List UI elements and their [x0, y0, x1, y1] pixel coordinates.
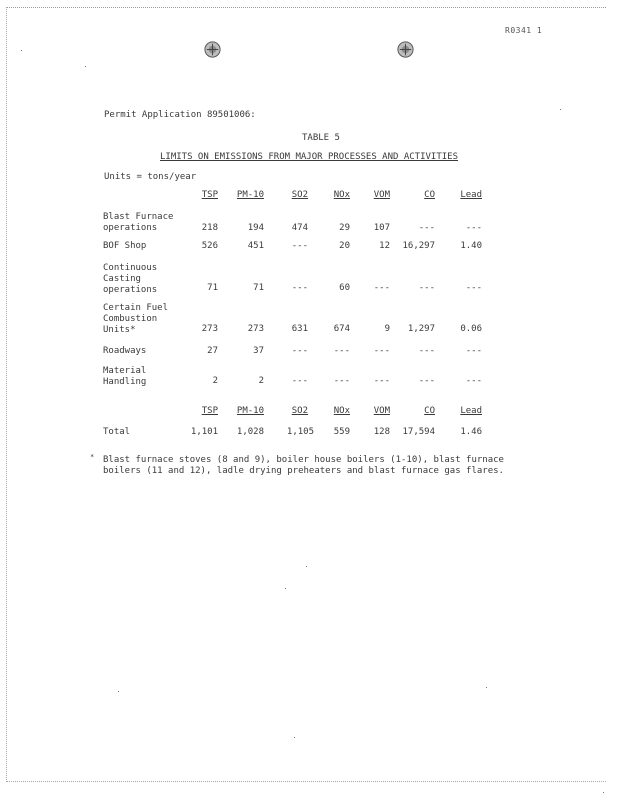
column-header: VOM: [373, 406, 390, 416]
totals-label: Total: [103, 427, 131, 437]
scan-edge-bottom: [6, 781, 606, 782]
table-cell: 12: [379, 241, 390, 251]
table-cell: 273: [247, 324, 264, 334]
table-cell: 9: [384, 324, 390, 334]
column-header: Lead: [460, 190, 482, 200]
column-header: CO: [424, 406, 435, 416]
table-cell: 17,594: [402, 427, 435, 437]
table-title: TABLE 5: [302, 133, 340, 143]
table-cell: 559: [333, 427, 350, 437]
row-label: Continuous Casting operations: [103, 263, 158, 295]
scan-speck: [306, 566, 307, 567]
table-cell: ---: [291, 241, 308, 251]
scan-edge-left: [6, 7, 7, 782]
table-cell: 37: [253, 346, 264, 356]
table-cell: 474: [291, 223, 308, 233]
table-cell: 27: [207, 346, 218, 356]
table-cell: ---: [418, 223, 435, 233]
table-cell: 526: [201, 241, 218, 251]
scan-speck: [85, 66, 86, 67]
table-cell: 20: [339, 241, 350, 251]
column-header: CO: [424, 190, 435, 200]
row-label: Blast Furnace operations: [103, 212, 174, 233]
table-cell: ---: [465, 223, 482, 233]
table-cell: 1.46: [460, 427, 482, 437]
column-header: TSP: [201, 406, 218, 416]
column-header: PM-10: [236, 190, 264, 200]
column-header: Lead: [460, 406, 482, 416]
table-cell: 2: [258, 376, 264, 386]
footnote-mark: *: [90, 453, 95, 461]
document-id: R0341 1: [505, 26, 543, 35]
table-cell: ---: [465, 283, 482, 293]
scan-speck: [560, 109, 561, 110]
column-header: SO2: [291, 406, 308, 416]
scan-speck: [486, 687, 487, 688]
row-label: Material Handling: [103, 366, 147, 387]
table-cell: 273: [201, 324, 218, 334]
table-cell: 60: [339, 283, 350, 293]
table-cell: 0.06: [460, 324, 482, 334]
table-subtitle: LIMITS ON EMISSIONS FROM MAJOR PROCESSES AND ACTIVITIES: [160, 152, 459, 162]
column-header: NOx: [333, 406, 350, 416]
table-cell: ---: [418, 346, 435, 356]
table-cell: 1,297: [407, 324, 435, 334]
table-cell: ---: [333, 376, 350, 386]
table-cell: ---: [373, 376, 390, 386]
scan-speck: [285, 588, 286, 589]
table-cell: ---: [418, 376, 435, 386]
table-cell: 194: [247, 223, 264, 233]
scan-speck: [603, 792, 604, 793]
table-cell: 128: [373, 427, 390, 437]
table-cell: 674: [333, 324, 350, 334]
row-label: Roadways: [103, 346, 147, 356]
permit-heading: Permit Application 89501006:: [104, 110, 256, 120]
punch-hole-right-icon: [396, 40, 415, 59]
table-cell: ---: [373, 283, 390, 293]
footnote: [90, 453, 533, 477]
row-label: BOF Shop: [103, 241, 147, 251]
table-cell: ---: [291, 376, 308, 386]
table-cell: 1,101: [190, 427, 218, 437]
table-cell: 107: [373, 223, 390, 233]
scan-edge-top: [6, 7, 606, 8]
punch-hole-left-icon: [203, 40, 222, 59]
table-cell: 71: [253, 283, 264, 293]
footnote-text: Blast furnace stoves (8 and 9), boiler house boilers (1-10), blast furnace boilers (11 and 12), ladle drying preheaters and blast furnace gas flares.: [103, 455, 504, 476]
column-header: SO2: [291, 190, 308, 200]
column-header: NOx: [333, 190, 350, 200]
column-header: TSP: [201, 190, 218, 200]
table-cell: 1,105: [286, 427, 314, 437]
table-cell: 451: [247, 241, 264, 251]
scan-speck: [118, 691, 119, 692]
table-cell: 1,028: [236, 427, 264, 437]
table-cell: 218: [201, 223, 218, 233]
scan-speck: [21, 50, 22, 51]
table-cell: ---: [418, 283, 435, 293]
table-cell: 29: [339, 223, 350, 233]
table-cell: 71: [207, 283, 218, 293]
table-cell: 631: [291, 324, 308, 334]
table-cell: ---: [373, 346, 390, 356]
table-cell: 16,297: [402, 241, 435, 251]
table-cell: 1.40: [460, 241, 482, 251]
scan-speck: [294, 737, 295, 738]
row-label: Certain Fuel Combustion Units*: [103, 303, 169, 335]
table-cell: ---: [465, 376, 482, 386]
table-cell: ---: [465, 346, 482, 356]
table-cell: ---: [291, 283, 308, 293]
column-header: PM-10: [236, 406, 264, 416]
table-cell: 2: [212, 376, 218, 386]
table-cell: ---: [333, 346, 350, 356]
column-header: VOM: [373, 190, 390, 200]
units-label: Units = tons/year: [104, 172, 197, 182]
table-cell: ---: [291, 346, 308, 356]
